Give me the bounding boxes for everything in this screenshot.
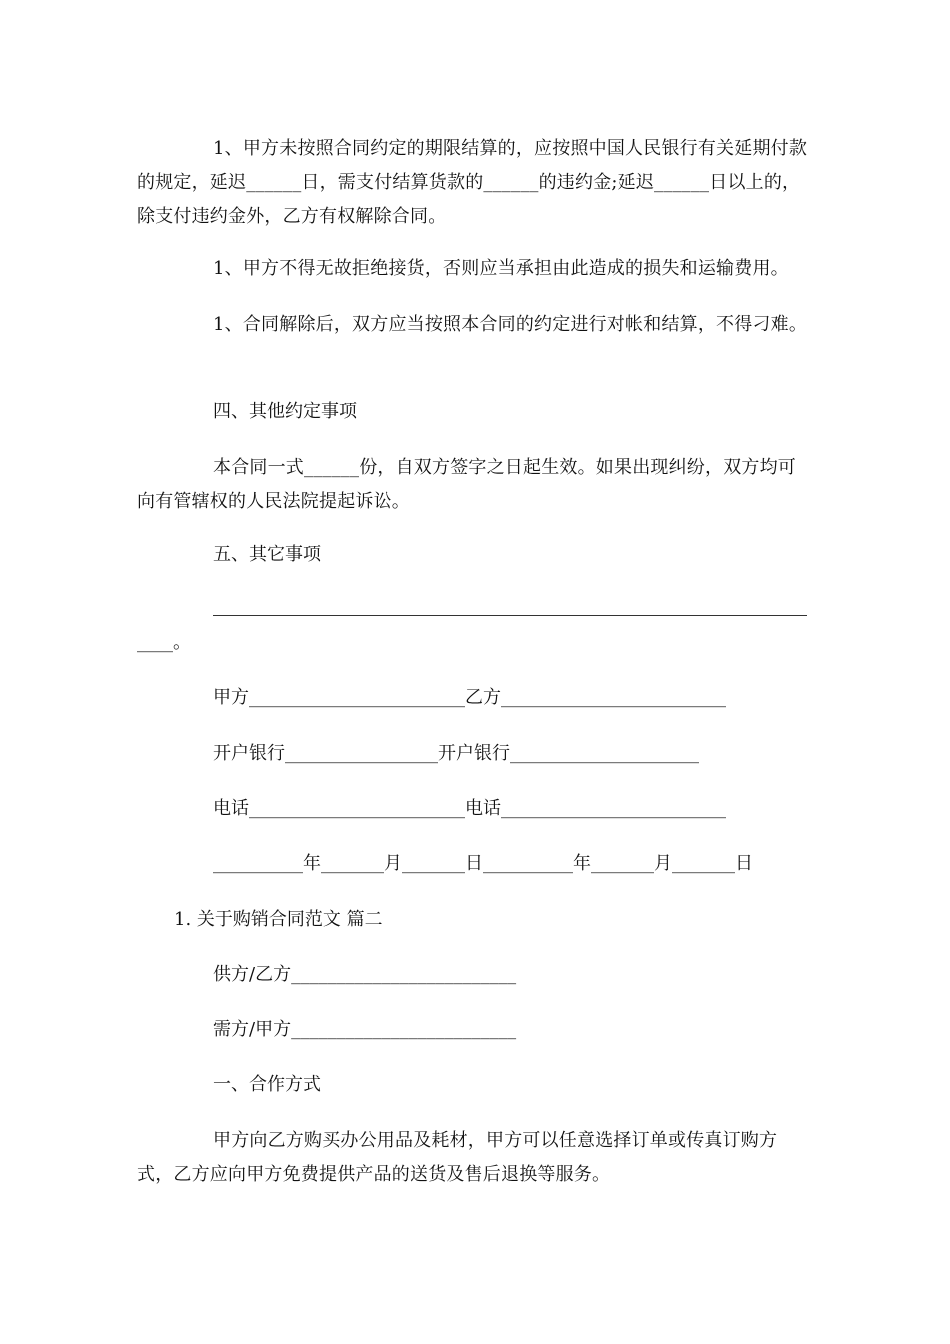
heading-other-matters: 五、其它事项 — [213, 544, 321, 565]
signature-phone-row: 电话________________________电话_________________________ — [213, 798, 726, 819]
heading-other-agreements: 四、其他约定事项 — [213, 401, 357, 422]
clause-cooperation-method: 甲方向乙方购买办公用品及耗材，甲方可以任意选择订单或传真订购方式，乙方应向甲方免费提供产品的送货及售后退换等服务。 — [137, 1130, 778, 1185]
signature-party-row: 甲方________________________乙方_________________________ — [213, 687, 726, 708]
supplier-party-field: 供方/乙方_________________________ — [213, 964, 517, 985]
heading-cooperation-method: 一、合作方式 — [213, 1074, 321, 1095]
blank-fill-line — [213, 615, 807, 616]
blank-fill-tail: ____。 — [137, 632, 191, 653]
clause-late-payment: 1、甲方未按照合同约定的期限结算的，应按照中国人民银行有关延期付款的规定，延迟______日，需支付结算货款的______的违约金;延迟______日以上的，除支付违约金外，乙方有权解除合同。 — [137, 138, 808, 227]
section-title-part-two: 1. 关于购销合同范文 篇二 — [174, 909, 383, 930]
buyer-party-field: 需方/甲方_________________________ — [213, 1019, 517, 1040]
clause-termination-settlement: 1、合同解除后，双方应当按照本合同的约定进行对帐和结算，不得刁难。 — [213, 314, 808, 335]
clause-refuse-delivery: 1、甲方不得无故拒绝接货，否则应当承担由此造成的损失和运输费用。 — [213, 258, 789, 279]
clause-copies-effective: 本合同一式______份，自双方签字之日起生效。如果出现纠纷，双方均可向有管辖权的人民法院提起诉讼。 — [137, 457, 796, 512]
signature-bank-row: 开户银行_________________开户银行_____________________ — [213, 743, 699, 764]
signature-date-row: __________年_______月_______日__________年_______月_______日 — [213, 853, 753, 874]
